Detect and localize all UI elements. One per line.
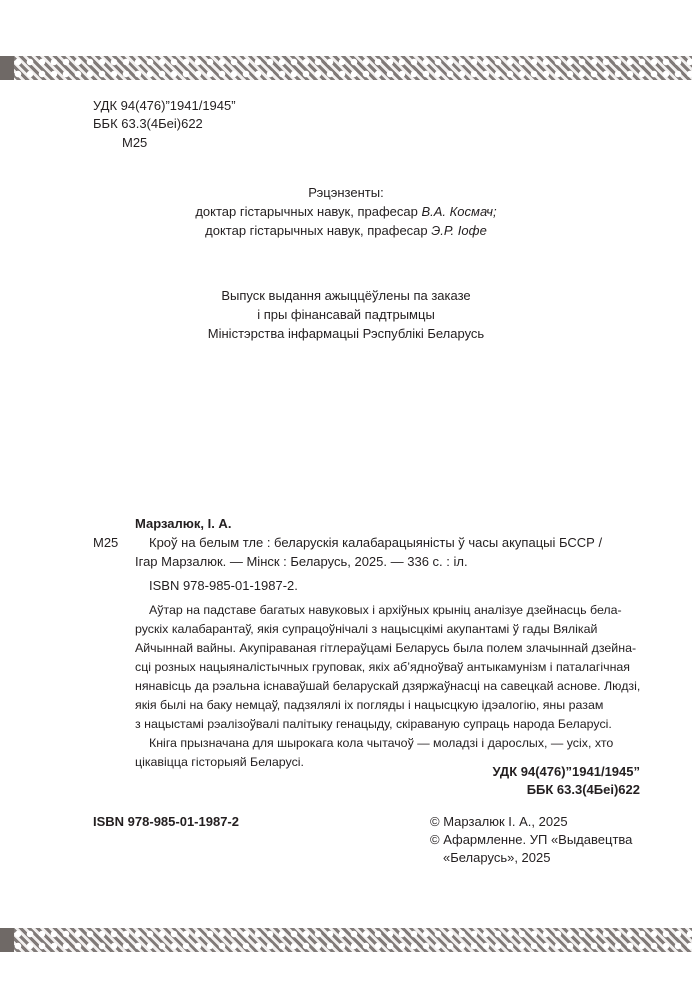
- funding-line: і пры фінансавай падтрымцы: [257, 307, 435, 322]
- top-ornament-band: [0, 56, 692, 80]
- funding-line: Выпуск выдання ажыццёўлены па заказе: [221, 288, 471, 303]
- copyright-line: «Беларусь», 2025: [443, 850, 551, 865]
- reviewers-heading: Рэцэнзенты:: [308, 185, 384, 200]
- card-author: Марзалюк, І. А.: [135, 516, 232, 531]
- author-mark: М25: [122, 135, 148, 150]
- card-title: Кроў на белым тле : беларускія калабарацыяністы ў часы акупацыі БССР / Ігар Марзалюк. — Мінск : Беларусь, 2025. — 336 с. : іл.: [135, 535, 603, 569]
- bottom-ornament-band: [0, 928, 692, 952]
- reviewer-2: доктар гістарычных навук, прафесар Э.Р. Іофе: [205, 223, 487, 238]
- udk-code: УДК 94(476)”1941/1945”: [93, 98, 236, 113]
- card-bbk: ББК 63.3(4Беі)622: [526, 782, 640, 797]
- isbn-bottom: ISBN 978-985-01-1987-2: [93, 814, 239, 829]
- bbk-code: ББК 63.3(4Беі)622: [93, 116, 203, 131]
- copyright-line: © Марзалюк І. А., 2025: [430, 814, 568, 829]
- card-udk: УДК 94(476)”1941/1945”: [492, 764, 640, 779]
- card-isbn: ISBN 978-985-01-1987-2.: [149, 578, 298, 593]
- funding-line: Міністэрства інфармацыі Рэспублікі Беларусь: [207, 326, 485, 341]
- card-code: М25: [93, 535, 119, 550]
- copyright-line: © Афармленне. УП «Выдавецтва: [430, 832, 633, 847]
- card-abstract: Аўтар на падставе багатых навуковых і архіўных крыніц аналізуе дзейнасць бела- рускіх калабарантаў, якія супрацоўнічалі з нацысцкімі акупантамі ў гады Вялікай Айчыннай вайны. Акупіраваная гітлераўцамі Беларусь была полем злачыннай дзейна- сці розных нацыяналістычных груповак, якіх аб’ядноўваў антыкамунізм і паталагічная нянавісць да рэальна існаваўшай беларускай дзяржаўнасці на савецкай аснове. Людзі, якія былі на баку немцаў, падзялялі іх погляды і нацысцкую ідэалогію, яны разам з нацыстамі рэалізоўвалі палітыку генацыду, скіраваную супраць народа Беларусі. Кніга прызначана для шырокага кола чытачоў — моладзі і дарослых, — усіх, хто цікавіцца гісторыяй Беларусі.: [135, 603, 641, 769]
- reviewer-1: доктар гістарычных навук, прафесар В.А. Космач;: [195, 204, 497, 219]
